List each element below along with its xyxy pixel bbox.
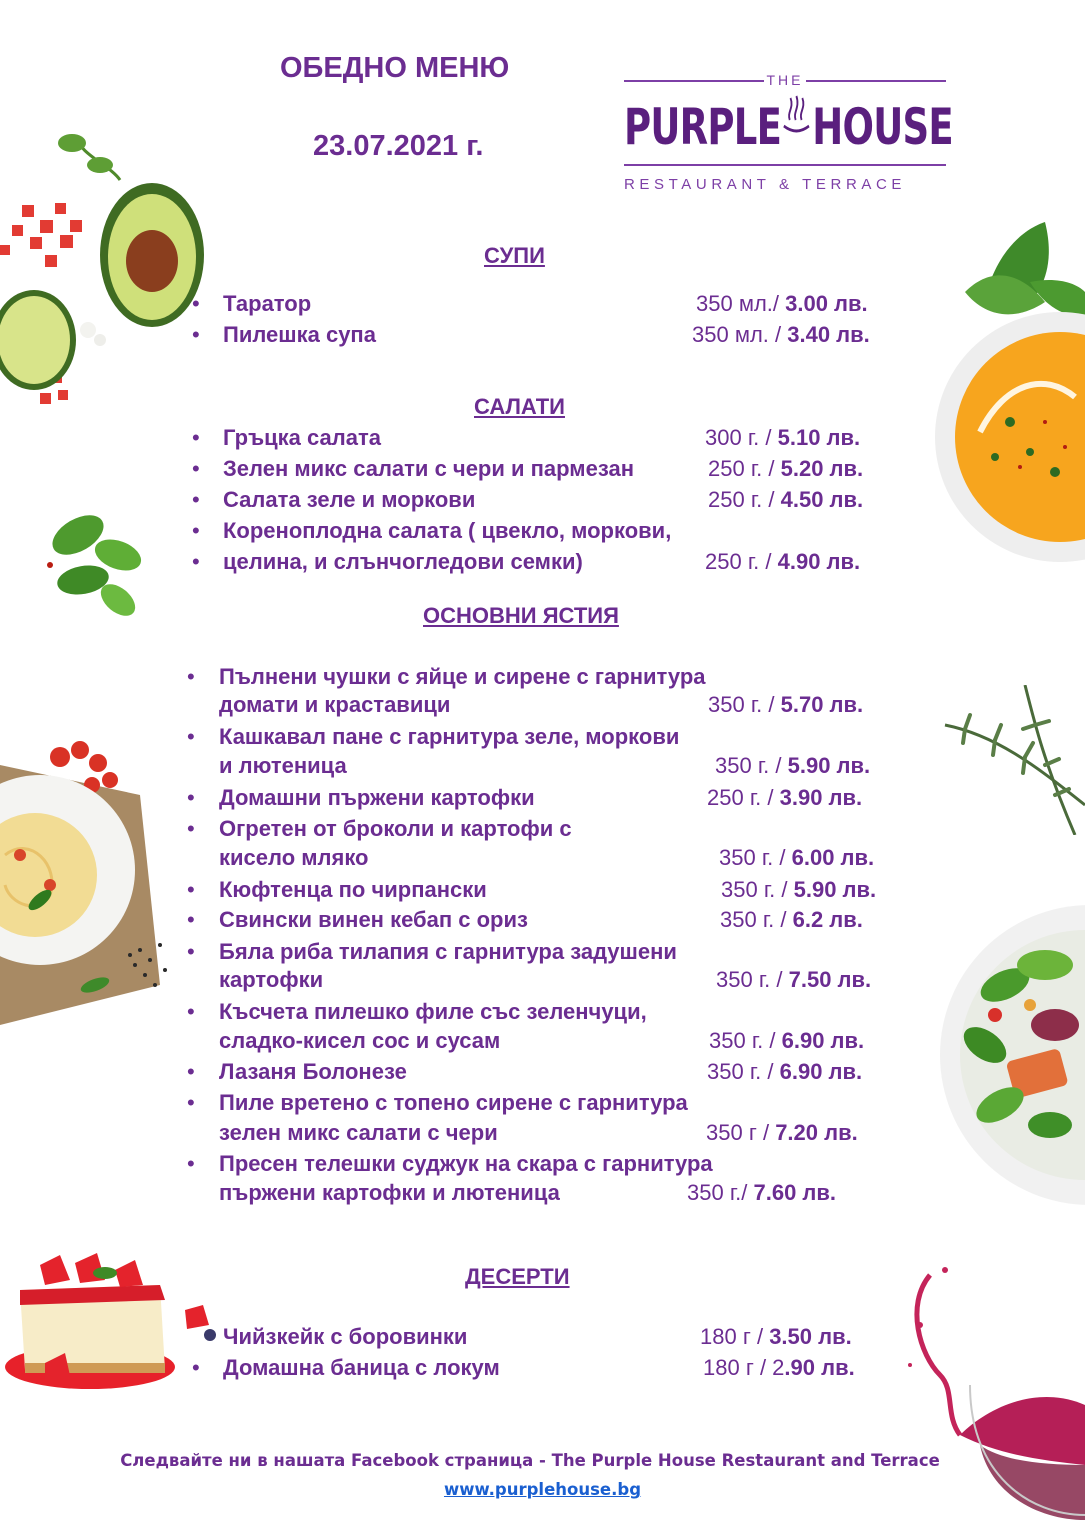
salad-item-name: Зелен микс салати с чери и пармезан [223, 456, 634, 481]
main-item-price: 350 г. / 6.90 лв. [709, 1028, 865, 1053]
salad-item-name: Кореноплодна салата ( цвекло, моркови, [223, 518, 672, 543]
main-item-price: 350 г. / 6.2 лв. [720, 907, 863, 932]
main-item-name: Късчета пилешко филе със зеленчуци, [219, 999, 647, 1024]
pasta-plate-image [0, 735, 185, 1030]
main-item-name-cont: картофки [219, 967, 324, 992]
main-item-name: Лазаня Болонезе [219, 1059, 407, 1084]
rosemary-image [935, 685, 1085, 840]
bullet-icon: • [187, 1090, 195, 1115]
dessert-item-price: 180 г / 3.50 лв. [700, 1324, 852, 1349]
main-item-price: 350 г. / 5.70 лв. [708, 692, 864, 717]
main-item-name-cont: пържени картофки и лютеница [219, 1180, 560, 1205]
logo-subtitle: RESTAURANT & TERRACE [624, 176, 907, 193]
cheesecake-image [5, 1245, 220, 1400]
main-item-name: Домашни пържени картофки [219, 785, 535, 810]
bullet-icon: • [192, 1355, 200, 1380]
salad-item-price: 250 г. / 4.90 лв. [705, 549, 861, 574]
dessert-item-price: 180 г / 2.90 лв. [703, 1355, 855, 1380]
main-item-name: Пълнени чушки с яйце и сирене с гарнитура [219, 664, 706, 689]
bullet-icon: • [192, 291, 200, 316]
salad-item-name: Гръцка салата [223, 425, 381, 450]
dessert-item-name: Домашна баница с локум [223, 1355, 500, 1380]
main-item-name-cont: и лютеница [219, 753, 347, 778]
logo-name-right: HOUSE [812, 98, 953, 156]
salad-plate-image [925, 905, 1085, 1210]
bullet-icon: • [187, 785, 195, 810]
soup-bowl-image [935, 222, 1085, 567]
main-item-name: Свински винен кебап с ориз [219, 907, 528, 932]
bullet-icon: • [187, 877, 195, 902]
bullet-icon: • [187, 1059, 195, 1084]
main-item-price: 350 г./ 7.60 лв. [687, 1180, 837, 1205]
bullet-icon: • [187, 816, 195, 841]
bullet-icon: • [192, 425, 200, 450]
main-item-name: Огретен от броколи и картофи с [219, 816, 572, 841]
bullet-icon: • [187, 999, 195, 1024]
logo-name-left: PURPLE [624, 98, 782, 156]
soup-item-price: 350 мл./ 3.00 лв. [696, 291, 868, 316]
main-item-name: Пресен телешки суджук на скара с гарнитура [219, 1151, 713, 1176]
main-item-name: Кюфтенца по чирпански [219, 877, 487, 902]
dessert-item-name: Чийзкейк с боровинки [223, 1324, 468, 1349]
main-item-name: Пиле вретено с топено сирене с гарнитура [219, 1090, 688, 1115]
salad-item-name-cont: целина, и слънчогледови семки) [223, 549, 583, 574]
section-title-mains: ОСНОВНИ ЯСТИЯ [423, 603, 619, 628]
main-item-price: 350 г. / 6.00 лв. [719, 845, 875, 870]
main-item-name-cont: зелен микс салати с чери [219, 1120, 498, 1145]
soup-item-name: Таратор [223, 291, 312, 316]
main-item-name-cont: сладко-кисел сос и сусам [219, 1028, 501, 1053]
bullet-icon: • [187, 664, 195, 689]
soup-item-price: 350 мл. / 3.40 лв. [692, 322, 870, 347]
bullet-icon: • [192, 549, 200, 574]
salad-item-name: Салата зеле и моркови [223, 487, 476, 512]
bullet-icon: • [192, 518, 200, 543]
bullet-icon: • [187, 1151, 195, 1176]
bullet-icon: • [187, 724, 195, 749]
section-title-salads: САЛАТИ [474, 394, 565, 419]
bullet-icon: • [187, 939, 195, 964]
bullet-icon: • [192, 322, 200, 347]
main-item-price: 350 г. / 5.90 лв. [715, 753, 871, 778]
main-item-price: 350 г / 7.20 лв. [706, 1120, 858, 1145]
bullet-icon: • [187, 907, 195, 932]
main-item-price: 350 г. / 5.90 лв. [721, 877, 877, 902]
main-item-name: Кашкавал пане с гарнитура зеле, моркови [219, 724, 680, 749]
bullet-icon: • [192, 487, 200, 512]
website-link[interactable]: www.purplehouse.bg [443, 1480, 642, 1499]
page-title: ОБЕДНО МЕНЮ [280, 52, 510, 84]
logo-wordmark [624, 94, 953, 156]
basil-leaves-image [38, 505, 153, 625]
main-item-name: Бяла риба тилапия с гарнитура задушени [219, 939, 677, 964]
logo-the: THE [766, 72, 804, 88]
soup-item-name: Пилешка супа [223, 322, 376, 347]
steam-cup-icon [781, 90, 812, 152]
salad-item-price: 250 г. / 5.20 лв. [708, 456, 864, 481]
facebook-follow-text: Следвайте ни в нашата Facebook страница - The Purple House Restaurant and Terrace [120, 1451, 940, 1470]
main-item-price: 250 г. / 3.90 лв. [707, 785, 863, 810]
bullet-icon: • [192, 456, 200, 481]
restaurant-logo [624, 72, 953, 200]
section-title-soups: СУПИ [484, 243, 545, 268]
salad-item-price: 300 г. / 5.10 лв. [705, 425, 861, 450]
avocado-tomato-image [0, 125, 210, 430]
salad-item-price: 250 г. / 4.50 лв. [708, 487, 864, 512]
menu-date: 23.07.2021 г. [313, 130, 484, 162]
main-item-price: 350 г. / 6.90 лв. [707, 1059, 863, 1084]
main-item-name-cont: кисело мляко [219, 845, 369, 870]
main-item-name-cont: домати и краставици [219, 692, 451, 717]
section-title-desserts: ДЕСЕРТИ [465, 1264, 570, 1289]
main-item-price: 350 г. / 7.50 лв. [716, 967, 872, 992]
